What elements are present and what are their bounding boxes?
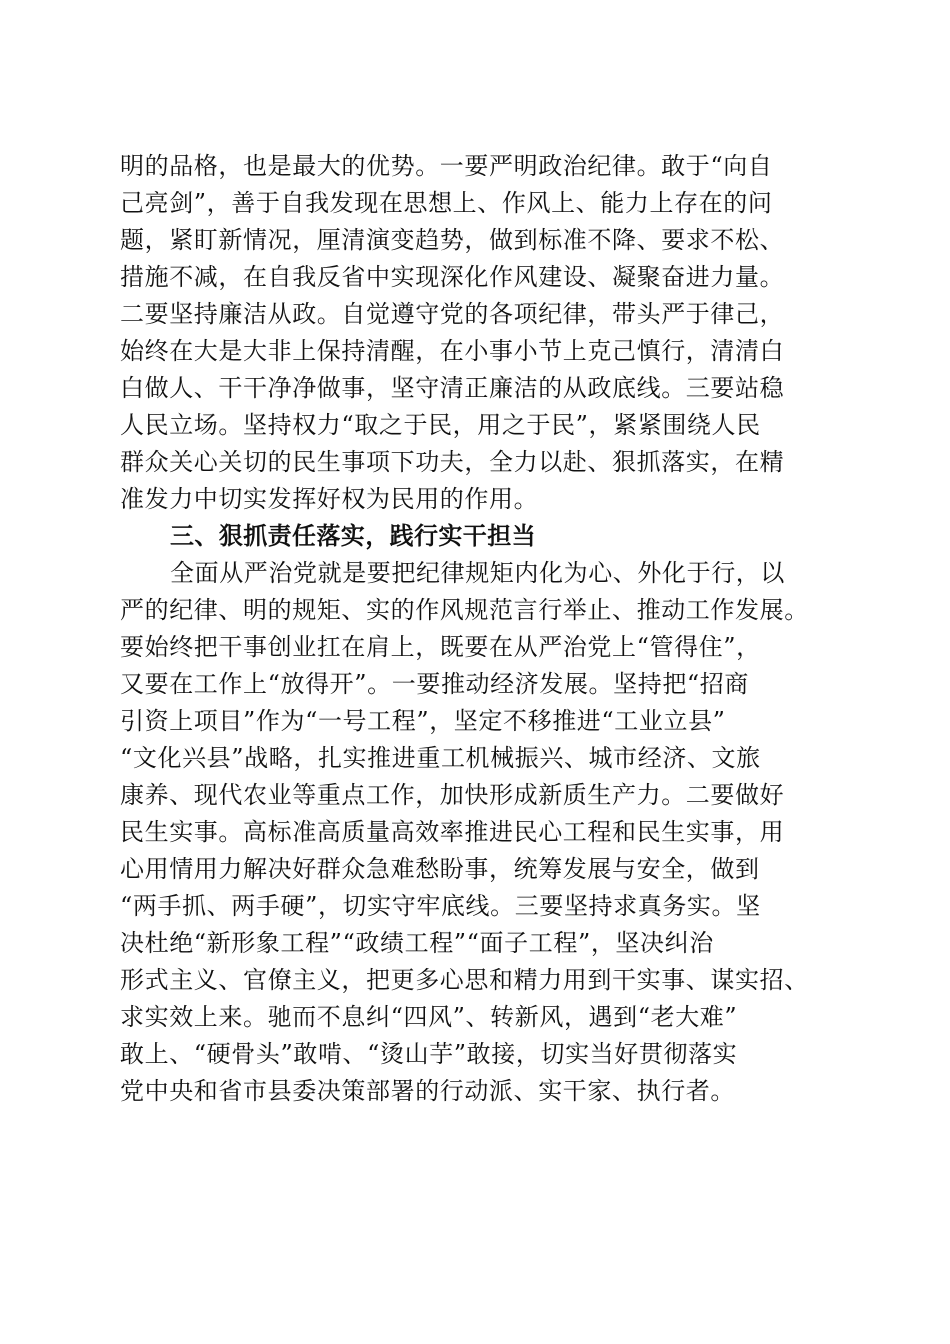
paragraph-line: 始终在大是大非上保持清醒，在小事小节上克己慎行，清清白	[120, 337, 785, 365]
paragraph-line: 求实效上来。驰而不息纠“四风”、转新风，遇到“老大难”	[120, 1003, 738, 1031]
paragraph-line: 题，紧盯新情况，厘清演变趋势，做到标准不降、要求不松、	[120, 226, 785, 254]
paragraph-line: 全面从严治党就是要把纪律规矩内化为心、外化于行，以	[170, 559, 785, 587]
paragraph-line: 明的品格，也是最大的优势。一要严明政治纪律。敢于“向自	[120, 152, 773, 180]
paragraph-line: 敢上、“硬骨头”敢啃、“烫山芋”敢接，切实当好贯彻落实	[120, 1040, 738, 1068]
paragraph-line: 准发力中切实发挥好权为民用的作用。	[120, 485, 539, 513]
paragraph-line: 群众关心关切的民生事项下功夫，全力以赴、狠抓落实，在精	[120, 448, 785, 476]
paragraph-line: 措施不减，在自我反省中实现深化作风建设、凝聚奋进力量。	[120, 263, 785, 291]
paragraph-line: 己亮剑”，善于自我发现在思想上、作风上、能力上存在的问	[120, 189, 773, 217]
paragraph-line: 引资上项目”作为“一号工程”，坚定不移推进“工业立县”	[120, 707, 726, 735]
paragraph-line: 二要坚持廉洁从政。自觉遵守党的各项纪律，带头严于律己，	[120, 300, 785, 328]
paragraph-line: “两手抓、两手硬”，切实守牢底线。三要坚持求真务实。坚	[120, 892, 761, 920]
paragraph-line: 又要在工作上“放得开”。一要推动经济发展。坚持把“招商	[120, 670, 750, 698]
paragraph-line: 要始终把干事创业扛在肩上，既要在从严治党上“管得住”，	[120, 633, 761, 661]
paragraph-line: 党中央和省市县委决策部署的行动派、实干家、执行者。	[120, 1077, 735, 1105]
section-heading: 三、狠抓责任落实，践行实干担当	[170, 522, 536, 550]
paragraph-line: 心用情用力解决好群众急难愁盼事，统筹发展与安全，做到	[120, 855, 760, 883]
paragraph-line: 白做人、干干净净做事，坚守清正廉洁的从政底线。三要站稳	[120, 374, 785, 402]
paragraph-line: 严的纪律、明的规矩、实的作风规范言行举止、推动工作发展。	[120, 596, 809, 624]
paragraph-line: 人民立场。坚持权力“取之于民，用之于民”，紧紧围绕人民	[120, 411, 761, 439]
paragraph-line: 形式主义、官僚主义，把更多心思和精力用到干实事、谋实招、	[120, 966, 809, 994]
paragraph-line: 康养、现代农业等重点工作，加快形成新质生产力。二要做好	[120, 781, 785, 809]
paragraph-line: “文化兴县”战略，扎实推进重工机械振兴、城市经济、文旅	[120, 744, 761, 772]
paragraph-line: 民生实事。高标准高质量高效率推进民心工程和民生实事，用	[120, 818, 785, 846]
paragraph-line: 决杜绝“新形象工程”“政绩工程”“面子工程”，坚决纠治	[120, 929, 714, 957]
